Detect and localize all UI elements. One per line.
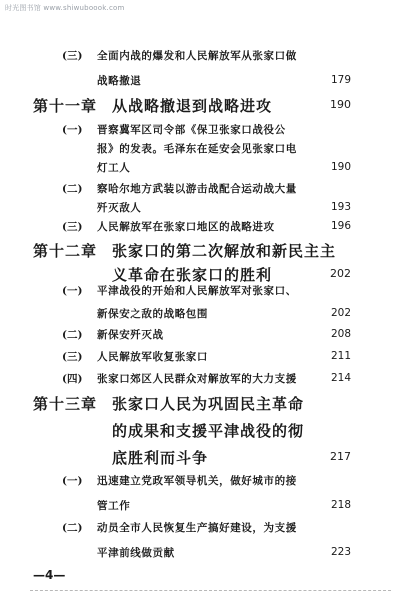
toc-page-number: 217 [330, 450, 351, 463]
toc-page-number: 202 [330, 307, 351, 319]
section-number: (三) [62, 351, 83, 363]
chapter-label: 第十一章 [33, 97, 98, 115]
section-number: (二) [62, 329, 83, 341]
toc-page-number: 223 [330, 546, 351, 558]
toc-page-number: 214 [330, 372, 351, 384]
section-title-line: 灯工人 [97, 162, 131, 174]
toc-page-number: 196 [330, 220, 351, 232]
toc-section-entry [0, 327, 403, 346]
toc-section-entry [0, 371, 403, 390]
section-number: (四) [62, 373, 83, 385]
toc-page-number: 208 [330, 328, 351, 340]
toc-chapter-entry [0, 240, 403, 288]
chapter-label: 第十二章 [33, 242, 98, 260]
toc-section-entry [0, 520, 403, 570]
section-title-line: 察哈尔地方武装以游击战配合运动战大量 [97, 183, 297, 195]
toc-page-number: 179 [330, 74, 351, 86]
footer-divider [30, 590, 391, 591]
toc-section-entry [0, 181, 403, 219]
chapter-title-line: 的成果和支援平津战役的彻 [112, 422, 305, 440]
section-title-line: 新保安歼灭战 [97, 329, 164, 341]
section-title-line: 动员全市人民恢复生产搞好建设，为支援 [97, 522, 297, 534]
section-number: (三) [62, 221, 83, 233]
section-title-line: 新保安之敌的战略包围 [97, 308, 208, 320]
section-title-line: 报》的发表。毛泽东在延安会见张家口电 [97, 143, 297, 155]
section-title-line: 晋察冀军区司令部《保卫张家口战役公 [97, 124, 286, 136]
toc-page-number: 202 [330, 267, 351, 280]
toc-chapter-entry [0, 95, 403, 120]
toc-page-number: 190 [330, 98, 351, 111]
section-title-line: 平津战役的开始和人民解放军对张家口、 [97, 285, 297, 297]
section-title-line: 人民解放军收复张家口 [97, 351, 208, 363]
toc-section-entry [0, 219, 403, 238]
section-title-line: 全面内战的爆发和人民解放军从张家口做 [97, 50, 297, 62]
chapter-label: 第十三章 [33, 395, 98, 413]
section-title-line: 管工作 [97, 500, 131, 512]
toc-page-number: 211 [330, 350, 351, 362]
section-number: (一) [62, 285, 83, 297]
toc-section-entry [0, 349, 403, 368]
section-title-line: 战略撤退 [97, 75, 142, 87]
toc-section-entry [0, 122, 403, 179]
chapter-title-line: 从战略撤退到战略进攻 [112, 97, 273, 115]
section-number: (二) [62, 522, 83, 534]
section-number: (一) [62, 475, 83, 487]
chapter-title-line: 底胜利而斗争 [112, 449, 209, 467]
toc-page-number: 218 [330, 499, 351, 511]
toc-section-entry [0, 473, 403, 523]
section-title-line: 歼灭敌人 [97, 202, 142, 214]
toc-section-entry [0, 48, 403, 98]
toc-section-entry [0, 283, 403, 329]
section-title-line: 迅速建立党政军领导机关，做好城市的接 [97, 475, 297, 487]
section-title-line: 人民解放军在张家口地区的战略进攻 [97, 221, 275, 233]
section-number: (二) [62, 183, 83, 195]
section-title-line: 张家口郊区人民群众对解放军的大力支援 [97, 373, 297, 385]
toc-chapter-entry [0, 393, 403, 474]
watermark: 时光图书馆 www.shiwuboook.com [5, 4, 125, 12]
toc-page-number: 193 [330, 201, 351, 213]
section-number: (一) [62, 124, 83, 136]
section-number: (三) [62, 50, 83, 62]
chapter-title-line: 义革命在张家口的胜利 [112, 266, 273, 284]
chapter-title-line: 张家口的第二次解放和新民主主 [112, 242, 337, 260]
page-number: —4— [33, 568, 66, 582]
toc-page-number: 190 [330, 161, 351, 173]
chapter-title-line: 张家口人民为巩固民主革命 [112, 395, 305, 413]
section-title-line: 平津前线做贡献 [97, 547, 175, 559]
